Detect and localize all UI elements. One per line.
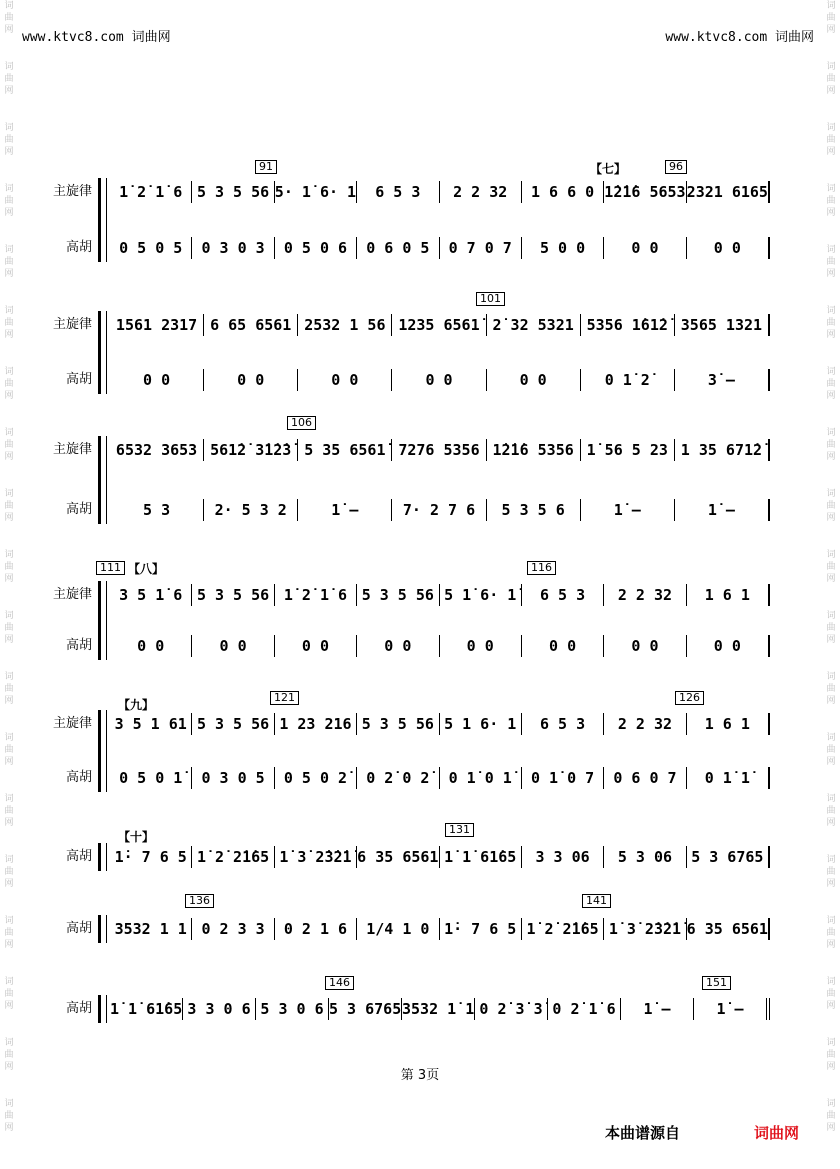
instrument-label: 主旋律 [52,184,92,199]
side-watermark-char: 词 [4,184,14,194]
measure: 2532 1 56 [298,314,392,336]
side-watermark-char: 曲 [826,440,836,450]
side-watermark-char: 词 [4,672,14,682]
staff-row [0,369,840,391]
measure: 0 3 0 3 [192,237,274,259]
staff-row [0,499,840,521]
measure: 6 5 3 [522,713,604,735]
instrument-label: 主旋律 [52,442,92,457]
side-watermark-char: 曲 [4,196,14,206]
measure-number-box: 116 [527,561,556,575]
side-watermark-char: 词 [4,977,14,987]
measure: 0 2̇ 1̇ 6 [548,998,621,1020]
side-watermark-char: 曲 [4,13,14,23]
side-watermark-block [822,122,840,183]
side-watermark-char: 词 [826,1099,836,1109]
side-watermark-char: 词 [826,733,836,743]
measure: 1̇ 2̇ 1̇ 6 [110,181,192,203]
side-watermark-char: 词 [826,184,836,194]
side-watermark-char: 词 [826,62,836,72]
measure: 0 0 [204,369,298,391]
notes-line [110,499,770,521]
side-watermark-char: 曲 [4,806,14,816]
side-watermark-block [822,0,840,61]
side-watermark-char: 网 [826,940,836,950]
side-watermark-char: 曲 [826,806,836,816]
staff-row [0,584,840,606]
measure-number-box: 91 [255,160,277,174]
side-watermark-char: 网 [826,86,836,96]
side-watermark-char: 曲 [826,501,836,511]
side-watermark-char: 词 [4,1038,14,1048]
side-watermark-char: 网 [826,269,836,279]
measure: 0 2 1 6 [275,918,357,940]
staff-row [0,713,840,735]
measure: 2321 6165 [687,181,770,203]
side-watermark-char: 网 [826,879,836,889]
staff-row [0,181,840,203]
side-watermark-block [822,793,840,854]
side-watermark-char: 曲 [4,745,14,755]
measure: 1̇· 7 6 5 [440,918,522,940]
measure: 0 0 [522,635,604,657]
side-watermark-char: 网 [4,25,14,35]
side-watermark-char: 曲 [4,1111,14,1121]
measure: 6 5 3 [522,584,604,606]
side-watermark-char: 网 [826,391,836,401]
measure: 2 2 32 [604,713,686,735]
measure: 1 6 1 [687,584,770,606]
side-watermark-block [0,122,18,183]
measure: 0 2̇ 3̇ 3̇ [475,998,548,1020]
notes-line [110,314,770,336]
measure: 5 35 6561̇ [298,439,392,461]
side-watermark-char: 网 [4,330,14,340]
measure: 2 2 32 [440,181,522,203]
section-marker: 【九】 [118,698,155,712]
measure: 1̇ – [694,998,770,1020]
measure: 3 5 1̇ 6 [110,584,192,606]
side-watermark-char: 词 [826,245,836,255]
side-watermark-char: 网 [826,147,836,157]
instrument-label: 主旋律 [52,317,92,332]
measure: 5· 1̇ 6· 1̇ [274,183,357,201]
measure: 0 0 [110,369,204,391]
measure: 3 3 0 6 [183,998,256,1020]
side-watermark-char: 网 [826,696,836,706]
side-watermark-char: 网 [4,452,14,462]
measure: 1235 6561̇ [392,314,486,336]
side-watermark-char: 曲 [4,684,14,694]
measure: 1̇ 3̇ 2̇3̇2̇1̇ [275,846,357,868]
side-watermark-char: 词 [826,977,836,987]
side-watermark-char: 网 [4,147,14,157]
measure: 1̇ 2̇ 2̇1̇65 [192,846,274,868]
measure: 1̇2̇1̇6 5356 [487,439,581,461]
side-watermark-char: 词 [826,1038,836,1048]
side-watermark-char: 词 [826,428,836,438]
section-marker: 【八】 [128,562,165,576]
side-watermark-char: 网 [4,1123,14,1133]
measure: 0 2 3 3 [192,918,274,940]
side-watermark-char: 曲 [826,74,836,84]
side-watermark-char: 网 [826,1001,836,1011]
side-watermark-char: 词 [4,306,14,316]
header-site-right: www.ktvc8.com 词曲网 [665,30,814,45]
measure: 5 1 6· 1 [440,713,522,735]
side-watermark-char: 网 [4,513,14,523]
measure: 6 35 6561̇ [687,918,770,940]
staff-row [0,635,840,657]
instrument-label: 高胡 [65,502,92,517]
measure: 1̇ 3̇ 2̇3̇2̇1̇ [604,918,686,940]
measure: 0 0 [687,237,770,259]
side-watermark-char: 词 [826,367,836,377]
side-watermark-char: 曲 [826,745,836,755]
side-watermark-char: 曲 [826,989,836,999]
notes-line [110,635,770,657]
measure-number-box: 151 [702,976,731,990]
measure: 0 0 [440,635,522,657]
side-watermark-char: 网 [826,635,836,645]
side-watermark-char: 曲 [826,257,836,267]
side-watermark-char: 曲 [4,318,14,328]
notes-line [110,767,770,789]
notes-line [110,918,770,940]
measure: 5 3 5 56 [357,713,439,735]
measure: 1 23 216 [275,713,357,735]
measure: 1/4 1 0 [357,918,439,940]
measure: 5 0 0 [522,237,604,259]
side-watermark-char: 词 [826,489,836,499]
measure-number-box: 141 [582,894,611,908]
side-watermark-block [822,1098,840,1159]
side-watermark-char: 网 [4,818,14,828]
measure: 6 35 6561̇ [357,848,439,866]
measure: 2· 5 3 2 [204,499,298,521]
measure: 5 3 06 [604,846,686,868]
measure: 5356 1̇61̇2̇ [581,314,675,336]
measure: 2 2 32 [604,584,686,606]
measure-number-box: 101 [476,292,505,306]
instrument-label: 主旋律 [52,716,92,731]
measure: 1̇ – [621,998,694,1020]
measure: 0 0 [604,237,686,259]
side-watermark-char: 词 [4,611,14,621]
notes-line [110,584,770,606]
measure-number-box: 121 [270,691,299,705]
measure-number-box: 136 [185,894,214,908]
section-marker: 【十】 [118,830,155,844]
side-watermark-char: 词 [826,611,836,621]
instrument-label: 主旋律 [52,587,92,602]
measure: 5 3 5 56 [192,181,274,203]
staff-row [0,846,840,868]
measure: 0 6 0 7 [604,767,686,789]
side-watermark-char: 网 [826,818,836,828]
measure: 0 2̇ 0 2̇ [357,767,439,789]
side-watermark-char: 曲 [4,257,14,267]
measure: 3̇ – [675,369,770,391]
measure-number-box: 106 [287,416,316,430]
measure: 3565 1321 [675,314,770,336]
side-watermark-char: 曲 [4,989,14,999]
measure: 5 1̇ 6· 1̇ [440,584,522,606]
staff-row [0,998,840,1020]
measure: 0 6 0 5 [357,237,439,259]
side-watermark-block [0,61,18,122]
side-watermark-char: 网 [4,879,14,889]
measure: 5 3 5 6 [487,499,581,521]
measure: 0 3 0 5 [192,767,274,789]
measure: 1̇ – [581,499,675,521]
side-watermark-char: 曲 [826,867,836,877]
side-watermark-char: 曲 [4,867,14,877]
side-watermark-char: 词 [826,123,836,133]
measure: 1̇ 1̇ 61̇65 [110,1000,183,1018]
source-label: 本曲谱源自 [605,1124,681,1142]
side-watermark-char: 词 [826,1,836,11]
measure: 1 35 671̇2̇ [675,439,770,461]
measure: 1561 2317 [110,314,204,336]
side-watermark-char: 词 [4,794,14,804]
measure: 5 3 [110,499,204,521]
measure: 5 3 6765 [329,1000,402,1018]
measure: 0 0 [687,635,770,657]
side-watermark-char: 网 [4,269,14,279]
measure-number-box: 126 [675,691,704,705]
side-watermark-char: 词 [826,306,836,316]
measure: 0 1̇ 0 1̇ [440,767,522,789]
side-watermark-char: 网 [826,25,836,35]
side-watermark-char: 词 [826,550,836,560]
side-watermark-char: 词 [4,123,14,133]
side-watermark-char: 曲 [4,379,14,389]
side-watermark-char: 曲 [4,623,14,633]
side-watermark-char: 曲 [4,1050,14,1060]
side-watermark-char: 网 [4,1062,14,1072]
side-watermark-char: 网 [826,574,836,584]
measure: 1̇ 2̇ 1̇ 6 [275,584,357,606]
notes-line [110,237,770,259]
source-brand-link[interactable]: 词曲网 [754,1124,800,1142]
instrument-label: 高胡 [65,921,92,936]
side-watermark-char: 曲 [4,74,14,84]
side-watermark-char: 网 [4,391,14,401]
side-watermark-char: 曲 [826,623,836,633]
measure: 0 5 0 6 [275,237,357,259]
measure: 5 3 0 6 [256,998,329,1020]
measure: 0 5 0 5 [110,237,192,259]
measure-number-box: 131 [445,823,474,837]
measure: 0 5 0 1̇ [110,767,192,789]
side-watermark-char: 网 [4,1001,14,1011]
side-watermark-char: 词 [826,794,836,804]
side-watermark-char: 词 [826,855,836,865]
staff-row [0,314,840,336]
side-watermark-block [822,61,840,122]
measure: 7276 5356 [392,439,486,461]
measure: 0 0 [392,369,486,391]
side-watermark-char: 词 [826,916,836,926]
notes-line [110,846,770,868]
header-site-left: www.ktvc8.com 词曲网 [22,30,171,45]
side-watermark-char: 曲 [4,928,14,938]
section-marker: 【七】 [590,162,627,176]
measure: 5 3 5 56 [192,584,274,606]
measure: 3532 1̇ 1̇ [402,1000,475,1018]
measure: 0 0 [604,635,686,657]
measure: 0 0 [110,635,192,657]
side-watermark-char: 曲 [826,1111,836,1121]
instrument-label: 高胡 [65,240,92,255]
instrument-label: 高胡 [65,849,92,864]
side-watermark-block [0,0,18,61]
side-watermark-char: 曲 [826,13,836,23]
side-watermark-char: 曲 [826,196,836,206]
measure: 6532 3653 [110,439,204,461]
side-watermark-char: 网 [4,696,14,706]
measure: 0 0 [357,635,439,657]
measure: 5 3 6765 [687,846,770,868]
side-watermark-char: 曲 [826,135,836,145]
measure: 0 7 0 7 [440,237,522,259]
measure: 1̇2̇1̇6 5653 [604,183,686,201]
measure: 0 1̇ 0 7 [522,767,604,789]
side-watermark-char: 词 [4,1099,14,1109]
side-watermark-char: 网 [826,330,836,340]
side-watermark-char: 网 [826,757,836,767]
measure: 3532 1 1 [110,918,192,940]
side-watermark-block [0,793,18,854]
measure-number-box: 146 [325,976,354,990]
side-watermark-char: 曲 [826,1050,836,1060]
side-watermark-char: 网 [4,940,14,950]
staff-row [0,237,840,259]
staff-row [0,439,840,461]
side-watermark-char: 词 [4,1,14,11]
measure: 7· 2 7 6 [392,499,486,521]
staff-row [0,918,840,940]
side-watermark-char: 网 [4,574,14,584]
notes-line [110,369,770,391]
notes-line [110,998,770,1020]
measure: 6 5 3 [357,181,439,203]
side-watermark-char: 曲 [826,379,836,389]
side-watermark-char: 曲 [4,135,14,145]
measure: 1 6 1 [687,713,770,735]
side-watermark-char: 词 [4,733,14,743]
side-watermark-char: 词 [4,245,14,255]
side-watermark-char: 曲 [826,684,836,694]
measure-number-box: 96 [665,160,687,174]
measure: 3 5 1 61 [110,713,192,735]
measure: 1̇ 1̇ 61̇65 [440,846,522,868]
instrument-label: 高胡 [65,1001,92,1016]
side-watermark-char: 网 [4,757,14,767]
side-watermark-char: 词 [4,550,14,560]
measure: 6 65 6561 [204,314,298,336]
side-watermark-char: 曲 [4,440,14,450]
instrument-label: 高胡 [65,770,92,785]
measure: 1̇· 7 6 5 [110,846,192,868]
side-watermark-char: 网 [4,635,14,645]
measure: 1̇ – [675,499,770,521]
notes-line [110,439,770,461]
measure: 0 1̇ 2̇ [581,369,675,391]
measure: 0 0 [192,635,274,657]
page-number: 第 3页 [400,1068,440,1083]
side-watermark-char: 词 [4,489,14,499]
notes-line [110,181,770,203]
side-watermark-char: 曲 [826,318,836,328]
measure: 0 5 0 2̇ [275,767,357,789]
measure: 1 6 6 0 [522,181,604,203]
measure: 0 0 [487,369,581,391]
side-watermark-char: 词 [826,672,836,682]
notes-line [110,713,770,735]
instrument-label: 高胡 [65,372,92,387]
measure: 3 3 06 [522,846,604,868]
side-watermark-char: 网 [826,1123,836,1133]
side-watermark-char: 词 [4,916,14,926]
side-watermark-char: 词 [4,855,14,865]
side-watermark-char: 词 [4,62,14,72]
side-watermark-char: 词 [4,367,14,377]
measure: 0 0 [275,635,357,657]
side-watermark-char: 网 [4,208,14,218]
measure: 1̇ 56 5 23 [581,439,675,461]
measure-number-box: 111 [96,561,125,575]
side-watermark-char: 网 [826,513,836,523]
measure: 1̇ 2̇ 2̇1̇65 [522,918,604,940]
side-watermark-block [0,1098,18,1159]
side-watermark-char: 曲 [4,501,14,511]
measure: 561̇2̇ 3̇1̇2̇3̇ [204,439,298,461]
side-watermark-char: 曲 [4,562,14,572]
staff-row [0,767,840,789]
measure: 0 0 [298,369,392,391]
measure: 5 3 5 56 [357,584,439,606]
side-watermark-char: 曲 [826,928,836,938]
side-watermark-char: 网 [826,452,836,462]
measure: 0 1̇ 1̇ [687,767,770,789]
side-watermark-char: 网 [826,1062,836,1072]
measure: 1̇ – [298,499,392,521]
side-watermark-char: 曲 [826,562,836,572]
side-watermark-char: 网 [4,86,14,96]
side-watermark-char: 网 [826,208,836,218]
measure: 2̇ 32 5321 [487,314,581,336]
measure: 5 3 5 56 [192,713,274,735]
side-watermark-char: 词 [4,428,14,438]
instrument-label: 高胡 [65,638,92,653]
